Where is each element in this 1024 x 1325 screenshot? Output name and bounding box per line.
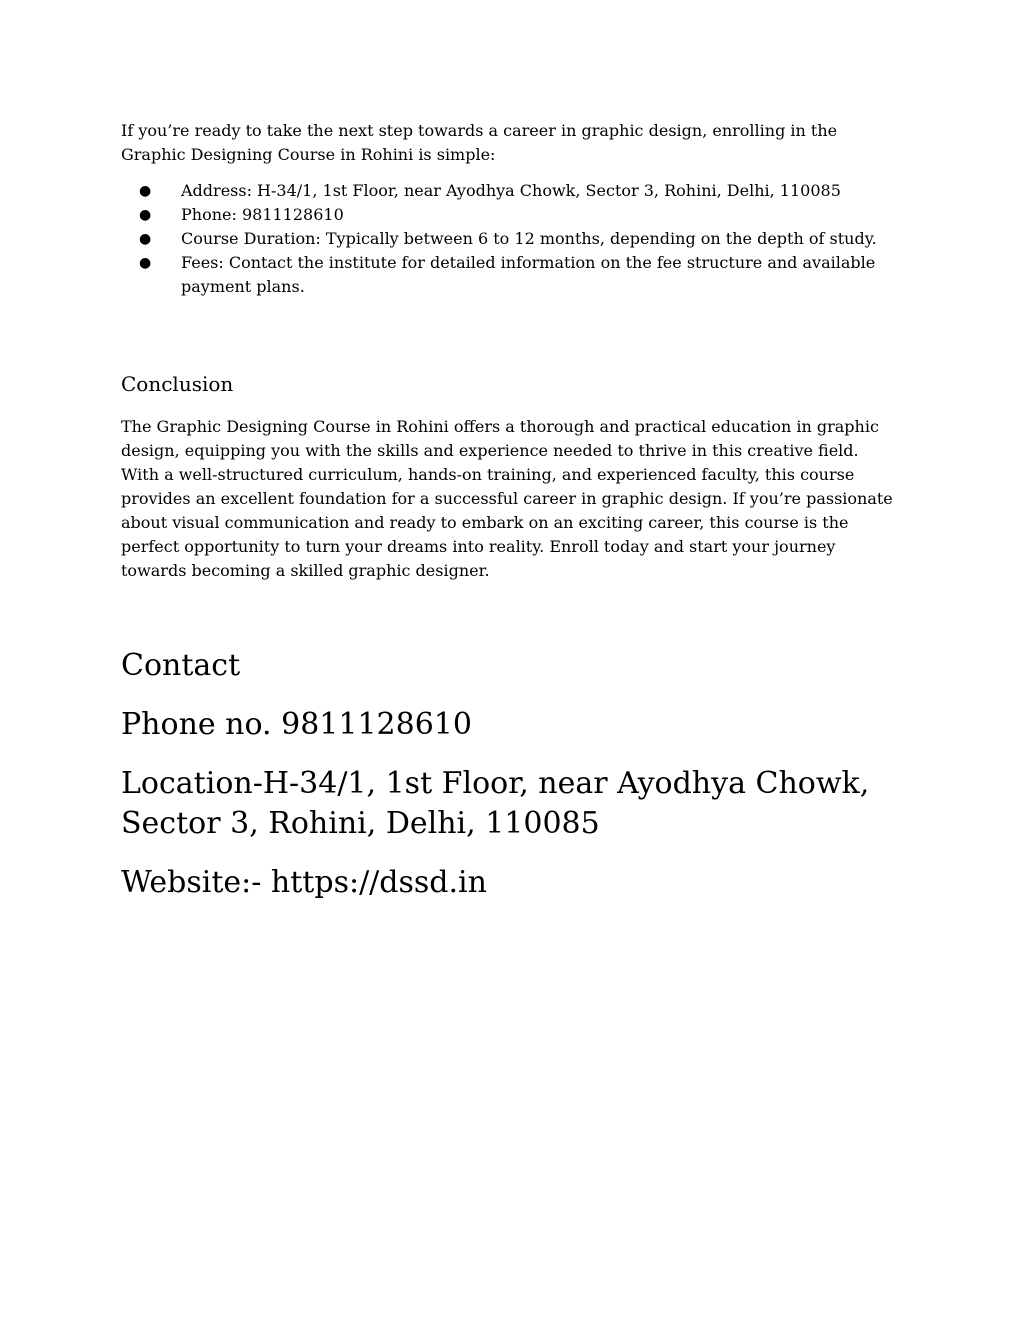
bullet-icon: ● bbox=[139, 231, 152, 247]
enrollment-details-list bbox=[121, 179, 901, 299]
list-item-address bbox=[121, 179, 901, 203]
list-item-text: Course Duration: Typically between 6 to 12 months, depending on the depth of study. bbox=[181, 229, 877, 248]
list-item-phone bbox=[121, 203, 901, 227]
conclusion-paragraph: The Graphic Designing Course in Rohini offers a thorough and practical education in graphic design, equipping you with the skills and experience needed to thrive in this creative field. With a well-structured curriculum, hands-on training, and experienced faculty, this course provides an excellent foundation for a successful career in graphic design. If you’re passionate about visual communication and ready to embark on an exciting career, this course is the perfect opportunity to turn your dreams into reality. Enroll today and start your journey towards becoming a skilled graphic designer. bbox=[121, 417, 893, 580]
contact-phone: Phone no. 9811128610 bbox=[121, 707, 472, 742]
document-content bbox=[121, 119, 901, 903]
bullet-icon: ● bbox=[139, 207, 152, 223]
list-item-text: Fees: Contact the institute for detailed information on the fee structure and available payment plans. bbox=[181, 253, 876, 296]
list-item-fees bbox=[121, 251, 901, 299]
intro-paragraph: If you’re ready to take the next step towards a career in graphic design, enrolling in the Graphic Designing Course in Rohini is simple: bbox=[121, 121, 838, 164]
contact-location: Location-H-34/1, 1st Floor, near Ayodhya Chowk, Sector 3, Rohini, Delhi, 110085 bbox=[121, 766, 870, 841]
list-item-text: Phone: 9811128610 bbox=[181, 205, 344, 224]
bullet-icon: ● bbox=[139, 183, 152, 199]
bullet-icon: ● bbox=[139, 255, 152, 271]
list-item-text: Address: H-34/1, 1st Floor, near Ayodhya Chowk, Sector 3, Rohini, Delhi, 110085 bbox=[181, 181, 841, 200]
contact-heading: Contact bbox=[121, 648, 241, 683]
list-item-duration bbox=[121, 227, 901, 251]
conclusion-heading: Conclusion bbox=[121, 372, 234, 396]
contact-website: Website:- https://dssd.in bbox=[121, 865, 487, 900]
